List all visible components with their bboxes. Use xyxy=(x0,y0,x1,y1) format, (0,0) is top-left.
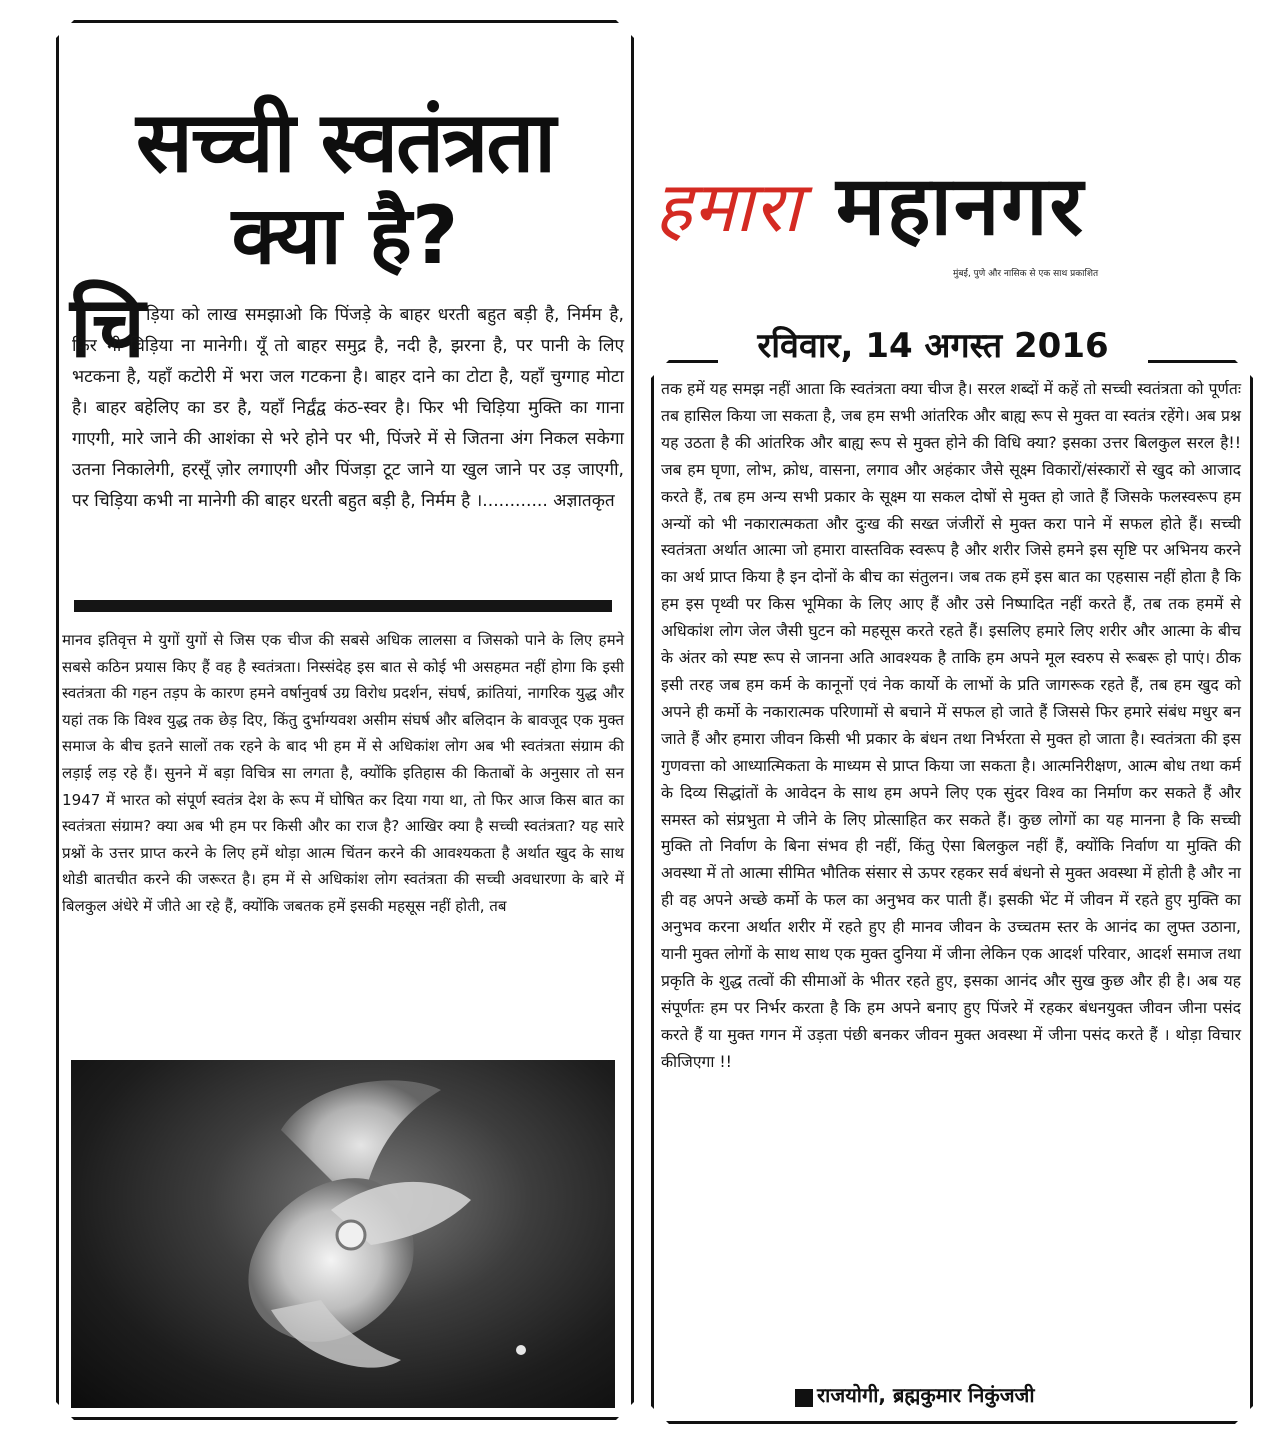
author-byline xyxy=(793,1385,1035,1405)
section-separator xyxy=(74,600,612,612)
masthead-brand-red: हमारा xyxy=(655,166,802,248)
issue-date: रविवार, 14 अगस्त 2016 xyxy=(718,318,1148,374)
author-name: राजयोगी, ब्रह्मकुमार निकुंजजी xyxy=(817,1383,1035,1407)
flying-bird-illustration xyxy=(71,1060,615,1408)
headline-line-1: सच्ची स्वतंत्रता xyxy=(135,93,555,191)
masthead-brand-black: महानगर xyxy=(836,159,1086,254)
article-body-left: मानव इतिवृत्त मे युगों युगों से जिस एक चीज की सबसे अधिक लालसा व जिसको पाने के लिए हमने सबसे कठिन प्रयास किए हैं वह है स्वतंत्रता। निस्संदेह इस बात से कोई भी असहमत नहीं होगा कि इसी स्वतंत्रता की गहन तड़प के कारण हमने वर्षानुवर्ष उग्र विरोध प्रदर्शन, संघर्ष, क्रांतियां, नागरिक युद्ध और यहां तक कि विश्व युद्ध तक छेड़ दिए, किंतु दुर्भाग्यवश असीम संघर्ष और बलिदान के बावजूद एक मुक्त समाज के बीच इतने सालों तक रहने के बाद भी हम में से अधिकांश लोग अब भी स्वतंत्रता संग्राम की लड़ाई लड़ रहे हैं। सुनने में बड़ा विचित्र सा लगता है, क्योंकि इतिहास की किताबों के अनुसार तो सन 1947 में भारत को संपूर्ण स्वतंत्र देश के रूप में घोषित कर दिया गया था, तो फिर आज किस बात का स्वतंत्रता संग्राम? क्या अब भी हम पर किसी और का राज है? आखिर क्या है सच्ची स्वतंत्रता? यह सारे प्रश्नों के उत्तर प्राप्त करने के लिए हमें थोड़ा आत्म चिंतन करने की आवश्यकता है अर्थात खुद के साथ थोडी बातचीत करने की जरूरत है। हम में से अधिकांश लोग स्वतंत्रता की सच्ची अवधारणा के बारे में बिलकुल अंधेरे में जीते आ रहे हैं, क्योंकि जबतक हमें इसकी महसूस नहीं होती, तब xyxy=(62,631,624,915)
masthead-tagline: मुंबई, पुणे और नासिक से एक साथ प्रकाशित xyxy=(953,269,1099,279)
intro-dropcap: चि xyxy=(70,278,146,376)
article-body-right: तक हमें यह समझ नहीं आता कि स्वतंत्रता क्या चीज है। सरल शब्दों में कहें तो सच्ची स्वतंत्रता को पूर्णतः तब हासिल किया जा सकता है, जब हम सभी आंतरिक और बाह्य रूप से मुक्त वा स्वतंत्र रहेंगे। अब प्रश्न यह उठता है की आंतरिक और बाह्य रूप से मुक्त होने की विधि क्या? इसका उत्तर बिलकुल सरल है!! जब हम घृणा, लोभ, क्रोध, वासना, लगाव और अहंकार जैसे सूक्ष्म विकारों/संस्कारों से खुद को आजाद करते हैं, तब हम अन्य सभी प्रकार के सूक्ष्म या सकल दोषों से मुक्त हो जाते हैं जिसके फलस्वरूप हम अन्यों को भी नकारात्मकता और दुःख की सख्त जंजीरों से मुक्त करा पाने में सफल होते हैं। सच्ची स्वतंत्रता अर्थात आत्मा जो हमारा वास्तविक स्वरूप है और शरीर जिसे हमने इस सृष्टि पर अभिनय करने का अर्थ प्राप्त किया है इन दोनों के बीच का संतुलन। जब तक हमें इस बात का एहसास नहीं होता है कि हम इस पृथ्वी पर किस भूमिका के लिए आए हैं और उसे निष्पादित नहीं करते हैं, तब तक हममें से अधिकांश लोग जेल जैसी घुटन को महसूस करते रहते हैं। इसलिए हमारे लिए शरीर और आत्मा के बीच के अंतर को स्पष्ट रूप से जानना अति आवश्यक है ताकि हम अपने मूल स्वरुप से रूबरू हो पाएं। ठीक इसी तरह जब हम कर्म के कानूनों एवं नेक कार्यो के लाभों के प्रति जागरूक रहते हैं, तब हम खुद को अपने ही कर्मो के नकारात्मक परिणामों से बचाने में सफल हो जाते हैं जिससे फिर हमारे संबंध मधुर बन जाते हैं और हमारा जीवन किसी भी प्रकार के बंधन तथा निर्भरता से मुक्त हो जाता है। स्वतंत्रता की इस गुणवत्ता को आध्यात्मिकता के माध्यम से प्राप्त किया जा सकता है। आत्मनिरीक्षण, आत्म बोध तथा कर्म के दिव्य सिद्धांतों के आवेदन के साथ हम अपने लिए एक सुंदर विश्व का निर्माण कर सकते हैं और समस्त को संप्रभुता मे जीने के लिए प्रोत्साहित कर सकते हैं। कुछ लोगों का यह मानना है कि सच्ची मुक्ति तो निर्वाण के बिना संभव ही नहीं, किंतु ऐसा बिलकुल नहीं हैं, क्योंकि निर्वाण या मुक्ति की अवस्था में तो आत्मा सीमित भौतिक संसार से ऊपर रहकर सर्व बंधनो से मुक्त अवस्था में होती है और ना ही वह अपने अच्छे कर्मो के फल का अनुभव कर पाती हैं। इसकी भेंट में जीवन में रहते हुए मुक्ति का अनुभव करना अर्थात शरीर में रहते हुए ही मानव जीवन के उच्चतम स्तर के आनंद का लुफ्त उठाना, यानी मुक्त लोगों के साथ साथ एक मुक्त दुनिया में जीना लेकिन एक आदर्श परिवार, आदर्श समाज तथा प्रकृति के शुद्ध तत्वों की सीमाओं के भीतर रहते हुए, इसका आनंद और सुख कुछ और ही है। अब यह संपूर्णतः हम पर निर्भर करता है कि हम अपने बनाए हुए पिंजरे में रहकर बंधनयुक्त जीवन जीना पसंद करते हैं या मुक्त गगन में उड़ता पंछी बनकर जीवन मुक्त अवस्था में जीना पसंद करते हैं । थोड़ा विचार कीजिएगा !! xyxy=(661,379,1241,1071)
intro-paragraph: ड़िया को लाख समझाओ कि पिंजड़े के बाहर धरती बहुत बड़ी है, निर्मम है, फिर भी चिड़िया ना मानेगी। यूँ तो बाहर समुद्र है, नदी है, झरना है, पर पानी के लिए भटकना है, यहाँ कटोरी में भरा जल गटकना है। बाहर दाने का टोटा है, यहाँ चुग्गाह मोटा है। बाहर बहेलिए का डर है, यहाँ निर्द्वंद्व कंठ-स्वर है। फिर भी चिड़िया मुक्ति का गाना गाएगी, मारे जाने की आशंका से भरे होने पर भी, पिंजरे में से जितना अंग निकल सकेगा उतना निकालेगी, हरसूँ ज़ोर लगाएगी और पिंजड़ा टूट जाने या खुल जाने पर उड़ जाएगी, पर चिड़िया कभी ना मानेगी की बाहर धरती बहुत बड़ी है, निर्मम है ।............ अज्ञातकृत xyxy=(72,305,624,511)
headline-line-2: क्या है? xyxy=(231,189,459,282)
bird-photo xyxy=(71,1060,615,1408)
